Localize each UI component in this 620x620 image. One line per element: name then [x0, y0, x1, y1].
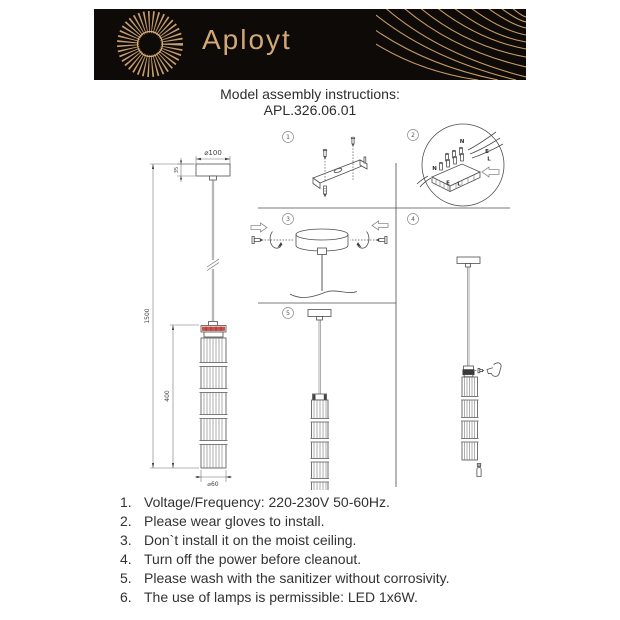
- list-item: [120, 531, 560, 550]
- bulb-icon: [477, 464, 481, 477]
- item-text: Voltage/Frequency: 220-230V 50-60Hz.: [144, 494, 390, 510]
- sheet-title: Model assembly instructions:: [220, 86, 400, 102]
- screw-icon: [478, 368, 484, 372]
- brand-name: Aployt: [202, 24, 292, 55]
- terminal-block: [432, 147, 480, 191]
- step-1-number: 1: [286, 134, 290, 142]
- list-item: [120, 493, 560, 512]
- socket-highlight: [202, 327, 225, 331]
- step-5-number: 5: [286, 310, 290, 318]
- step-5-assembled-drawing: [283, 308, 332, 491]
- screw-icon: [351, 137, 355, 180]
- step-3-number: 3: [286, 216, 290, 224]
- pendant-dimension-drawing: [144, 149, 232, 488]
- item-text: Please wash with the sanitizer without corrosivity.: [144, 569, 450, 586]
- step-2-wiring-drawing: [408, 124, 505, 206]
- pin-icon: [364, 157, 366, 163]
- step-1-bracket-drawing: [283, 132, 368, 198]
- item-text: Please wear gloves to install.: [144, 512, 325, 529]
- anchor-icon: [324, 186, 327, 198]
- item-text: Turn off the power before cleanout.: [144, 550, 362, 567]
- item-number: 2.: [120, 512, 132, 529]
- wire-label-l-out: L: [457, 181, 461, 188]
- dim-canopy-diameter: ⌀100: [204, 149, 222, 157]
- item-number: 4.: [120, 550, 132, 567]
- banner-rays-decoration: [376, 9, 526, 80]
- sunburst-logo-icon: [116, 10, 184, 78]
- dim-canopy-height: 35: [174, 166, 180, 174]
- wire-label-e-in: E: [485, 149, 489, 155]
- wire-label-l-in: L: [487, 156, 491, 163]
- brand-banner: [94, 9, 526, 80]
- item-number: 3.: [120, 531, 132, 548]
- list-item: [120, 588, 560, 607]
- item-number: 1.: [120, 494, 132, 510]
- title-block: [0, 86, 620, 118]
- step-4-socket-drawing: [408, 214, 502, 477]
- list-item: [120, 569, 560, 588]
- list-item: [120, 512, 560, 531]
- push-direction-arrow-icon: [372, 221, 388, 230]
- screw-icon: [252, 237, 293, 244]
- item-number: 6.: [120, 588, 132, 605]
- push-direction-arrow-icon: [251, 223, 267, 232]
- wire-label-n-out: N: [432, 166, 437, 172]
- model-number: APL.326.06.01: [263, 102, 357, 118]
- socket: [463, 370, 474, 375]
- instruction-list: [120, 493, 560, 606]
- wire-label-n-in: N: [459, 139, 465, 145]
- step-3-canopy-drawing: [251, 214, 388, 298]
- step-2-number: 2: [411, 132, 415, 140]
- dim-shade-diameter: ⌀60: [207, 481, 219, 488]
- dim-overall-height: 1500: [144, 308, 151, 324]
- wire-label-e-out: E: [446, 180, 450, 187]
- item-text: Don`t install it on the moist ceiling.: [144, 531, 357, 548]
- assembly-diagram: [0, 120, 620, 490]
- push-direction-arrow-icon: [482, 167, 499, 177]
- item-text: The use of lamps is permissible: LED 1x6W.: [144, 588, 418, 605]
- dim-shade-height: 400: [164, 390, 171, 402]
- list-item: [120, 550, 560, 569]
- step-4-number: 4: [411, 216, 415, 224]
- hand-icon: [487, 363, 501, 377]
- item-number: 5.: [120, 569, 132, 586]
